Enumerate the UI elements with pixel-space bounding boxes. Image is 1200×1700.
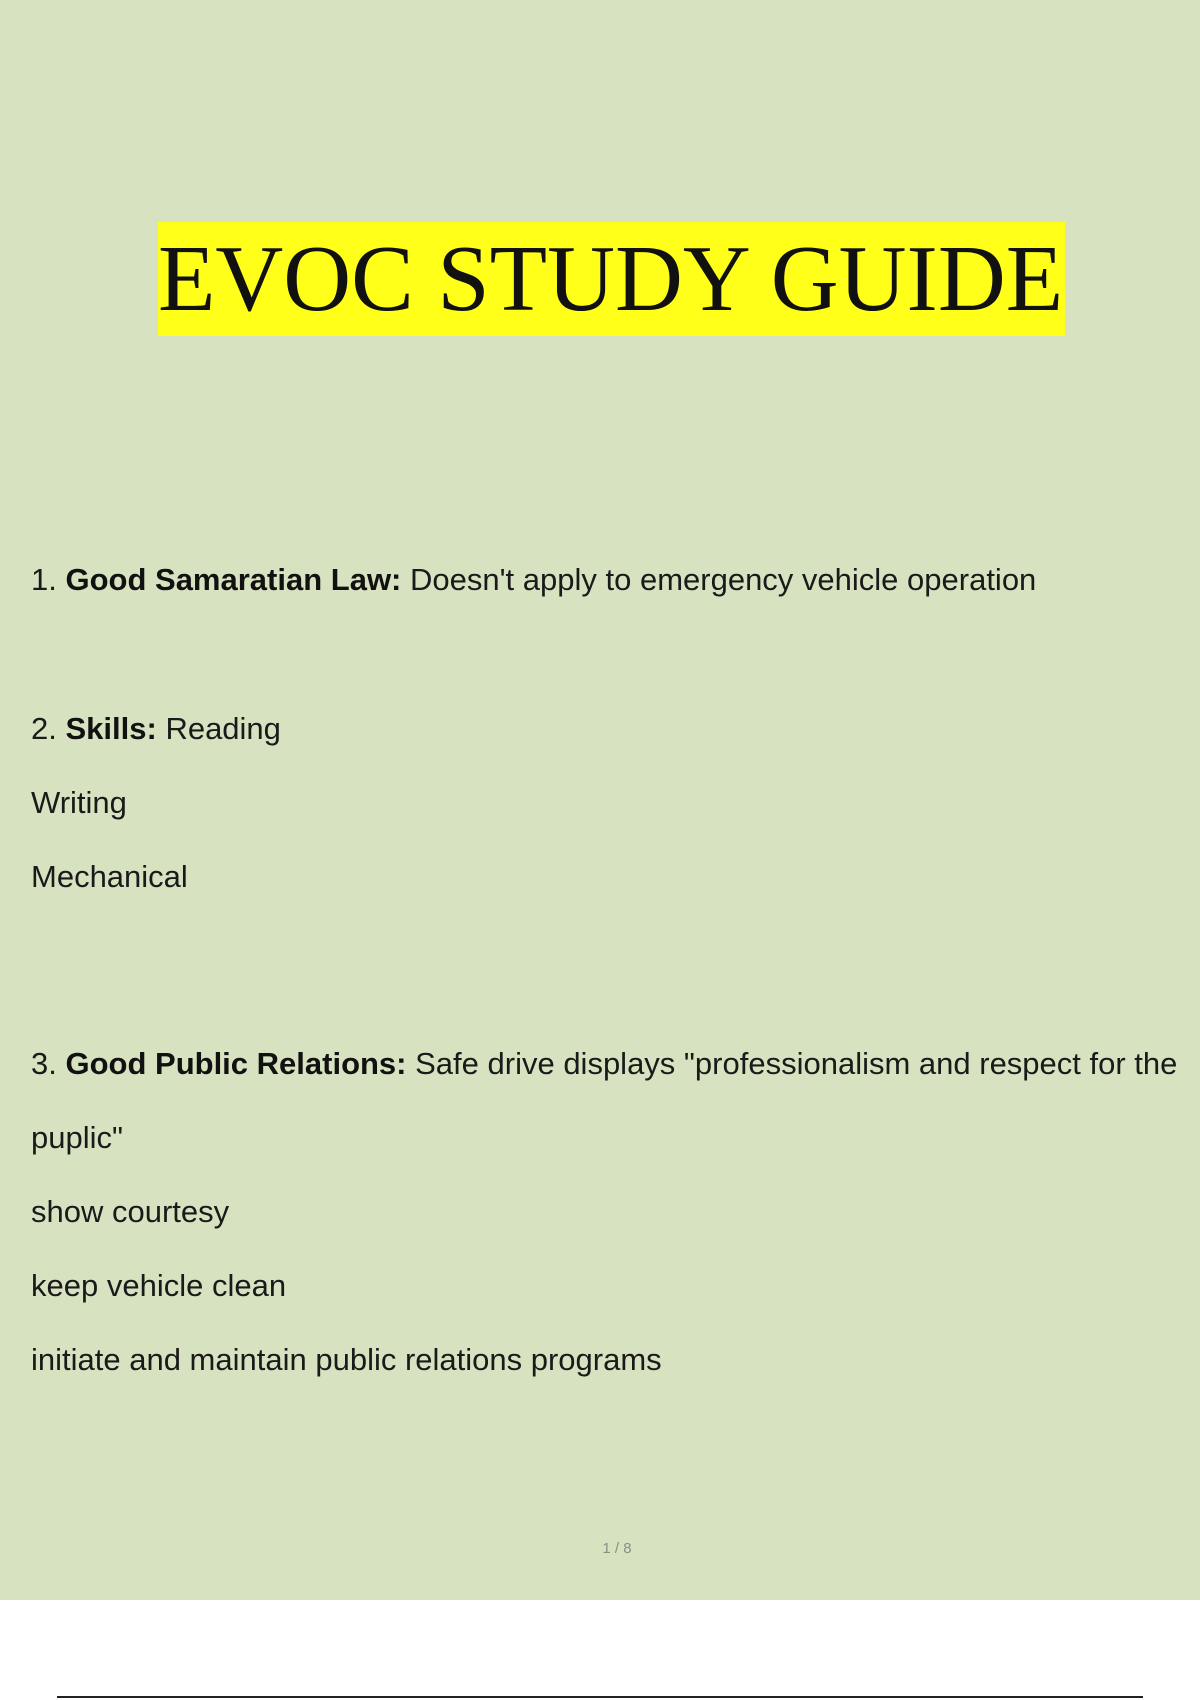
item-continuation-line: Writing	[31, 785, 127, 820]
item-number: 3.	[31, 1046, 57, 1081]
item-continuation-line: initiate and maintain public relations programs	[31, 1342, 662, 1377]
list-item	[31, 560, 1036, 600]
item-continuation-line: Mechanical	[31, 859, 188, 894]
item-definition: Doesn't apply to emergency vehicle operation	[410, 562, 1037, 597]
divider	[57, 1696, 1143, 1698]
item-continuation-line: keep vehicle clean	[31, 1268, 287, 1303]
list-item	[31, 1044, 1177, 1084]
item-number: 2.	[31, 711, 57, 746]
title-highlight	[158, 222, 1065, 336]
item-continuation-line: show courtesy	[31, 1194, 230, 1229]
item-term: Good Samaratian Law:	[65, 562, 402, 597]
item-term: Good Public Relations:	[65, 1046, 407, 1081]
item-definition: Reading	[165, 711, 281, 746]
item-continuation-line: puplic"	[31, 1120, 124, 1155]
page-title: EVOC STUDY GUIDE	[158, 227, 1064, 331]
item-definition: Safe drive displays "professionalism and respect for the	[415, 1046, 1178, 1081]
list-item	[31, 709, 281, 749]
item-term: Skills:	[65, 711, 157, 746]
item-number: 1.	[31, 562, 57, 597]
page-indicator: 1 / 8	[602, 1540, 632, 1557]
